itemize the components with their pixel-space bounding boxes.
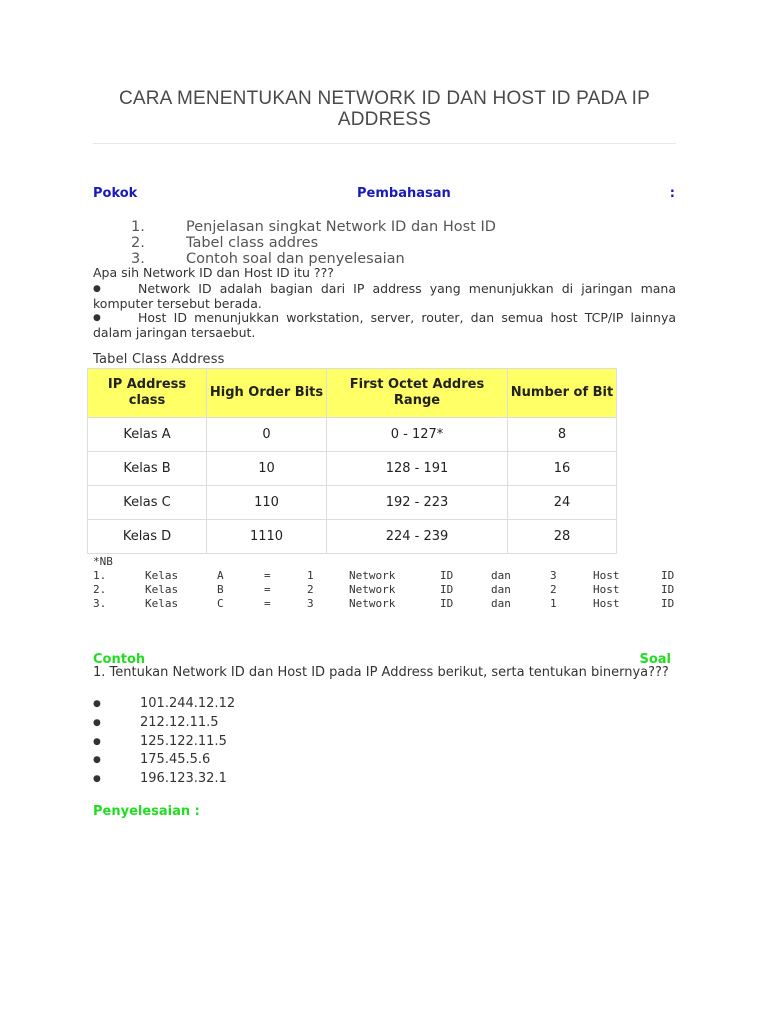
- bullet-dot-icon: ●: [93, 755, 101, 766]
- nb-class: A: [217, 569, 224, 582]
- nb-host-count: 3: [550, 569, 557, 582]
- header-line: High Order Bits: [209, 385, 324, 400]
- header-line: First Octet Addres: [349, 377, 485, 392]
- table-cell: Kelas B: [88, 452, 207, 486]
- ip-address: 175.45.5.6: [140, 752, 211, 768]
- table-header-cell: [207, 369, 327, 418]
- list-item-number: 1.: [131, 219, 145, 235]
- nb-id: ID: [661, 596, 675, 610]
- nb-dan: dan: [491, 569, 511, 582]
- nb-kelas: Kelas: [145, 582, 179, 596]
- table-header-cell: [327, 369, 508, 418]
- topics-list: [131, 219, 496, 267]
- nb-host-count: 2: [550, 582, 557, 596]
- nb-id: ID: [661, 582, 675, 596]
- nb-equals: =: [264, 596, 271, 610]
- nb-class: B: [217, 582, 224, 596]
- table-header-cell: [88, 369, 207, 418]
- nb-kelas: Kelas: [145, 596, 179, 610]
- table-row: [88, 452, 617, 486]
- table-row: [88, 486, 617, 520]
- bullet-network-id: [93, 282, 676, 311]
- table-caption: Tabel Class Address: [93, 352, 225, 367]
- table-cell: Kelas A: [88, 418, 207, 452]
- list-item-text: Penjelasan singkat Network ID dan Host ID: [186, 219, 496, 235]
- table-cell: 110: [207, 486, 327, 520]
- nb-host: Host: [593, 569, 620, 582]
- bullet-dot-icon: ●: [93, 699, 101, 709]
- example-question: 1. Tentukan Network ID dan Host ID pada IP Address berikut, serta tentukan binernya???: [93, 665, 669, 680]
- nb-dan: dan: [491, 596, 511, 610]
- list-item-text: Contoh soal dan penyelesaian: [186, 251, 405, 267]
- nb-notes: [93, 569, 676, 611]
- nb-equals: =: [264, 582, 271, 596]
- list-item-text: Tabel class addres: [186, 235, 319, 251]
- nb-network-count: 2: [307, 582, 314, 596]
- topics-header-middle: Pembahasan: [357, 186, 451, 201]
- table-cell: 0: [207, 418, 327, 452]
- table-cell: 24: [508, 486, 617, 520]
- topics-header-right: :: [669, 186, 675, 201]
- list-item-number: 2.: [131, 235, 145, 251]
- nb-network: Network: [349, 569, 396, 582]
- bullet-text-line-1: Network ID adalah bagian dari IP address yang menunjukkan di jaringan mana: [138, 281, 676, 296]
- bullet-dot-icon: ●: [93, 717, 101, 728]
- nb-host-count: 1: [550, 596, 557, 610]
- table-header-row: [88, 369, 617, 418]
- bullet-dot-icon: ●: [93, 313, 101, 323]
- nb-number: 1.: [93, 569, 107, 582]
- bullet-dot-icon: ●: [93, 736, 101, 747]
- bullet-host-id: [93, 311, 676, 340]
- nb-host: Host: [593, 582, 620, 596]
- page-title-line-2: ADDRESS: [337, 109, 432, 130]
- bullet-dot-icon: ●: [93, 284, 101, 294]
- header-line: Range: [393, 393, 441, 408]
- bullet-text-line-2: dalam jaringan tersaebut.: [93, 324, 256, 340]
- example-header-right: Soal: [639, 652, 671, 667]
- example-header-left: Contoh: [93, 652, 146, 667]
- ip-address: 125.122.11.5: [140, 733, 227, 749]
- nb-number: 3.: [93, 596, 107, 610]
- ip-address: 101.244.12.12: [140, 696, 236, 711]
- title-divider: [93, 143, 676, 144]
- table-cell: 1110: [207, 520, 327, 554]
- table-cell: 128 - 191: [327, 452, 508, 486]
- topics-header: [93, 186, 676, 204]
- header-line: IP Address: [107, 377, 187, 392]
- nb-label: *NB: [93, 555, 113, 568]
- nb-host: Host: [593, 596, 620, 610]
- table-row: [88, 418, 617, 452]
- bullet-text-line-2: komputer tersebut berada.: [93, 295, 262, 311]
- nb-row: [93, 583, 676, 597]
- nb-class: C: [217, 596, 224, 610]
- nb-network: Network: [349, 596, 396, 610]
- list-item: [131, 235, 496, 251]
- table-header-cell: [508, 369, 617, 418]
- nb-row: [93, 597, 676, 611]
- table-cell: 10: [207, 452, 327, 486]
- nb-network-count: 1: [307, 569, 314, 582]
- list-item-number: 3.: [131, 251, 145, 267]
- nb-network-count: 3: [307, 596, 314, 610]
- bullet-text-line-1: Host ID menunjukkan workstation, server, router, dan semua host TCP/IP lainnya: [138, 310, 676, 325]
- intro-question: Apa sih Network ID dan Host ID itu ???: [93, 265, 334, 280]
- nb-network: Network: [349, 582, 396, 596]
- class-address-table: [87, 368, 617, 554]
- page-title: [93, 88, 676, 130]
- table-cell: 0 - 127*: [327, 418, 508, 452]
- bullet-dot-icon: ●: [93, 774, 101, 785]
- table-cell: 224 - 239: [327, 520, 508, 554]
- nb-row: [93, 569, 676, 583]
- table-cell: 28: [508, 520, 617, 554]
- table-cell: 8: [508, 418, 617, 452]
- table-cell: Kelas C: [88, 486, 207, 520]
- table-cell: 192 - 223: [327, 486, 508, 520]
- nb-id: ID: [661, 569, 675, 582]
- nb-id: ID: [440, 569, 454, 582]
- header-line: class: [128, 393, 166, 408]
- table-row: [88, 520, 617, 554]
- ip-address: 212.12.11.5: [140, 714, 219, 730]
- nb-number: 2.: [93, 582, 107, 596]
- list-item: [131, 219, 496, 235]
- nb-id: ID: [440, 582, 454, 596]
- table-cell: 16: [508, 452, 617, 486]
- page-title-line-1: CARA MENENTUKAN NETWORK ID DAN HOST ID PADA IP: [118, 88, 651, 109]
- nb-dan: dan: [491, 582, 511, 596]
- topics-header-left: Pokok: [93, 186, 138, 201]
- table-cell: Kelas D: [88, 520, 207, 554]
- nb-id: ID: [440, 596, 454, 610]
- solution-label: Penyelesaian :: [93, 804, 200, 819]
- nb-kelas: Kelas: [145, 569, 179, 582]
- nb-equals: =: [264, 569, 271, 582]
- ip-address: 196.123.32.1: [140, 771, 227, 787]
- header-line: Number of Bit: [510, 385, 614, 400]
